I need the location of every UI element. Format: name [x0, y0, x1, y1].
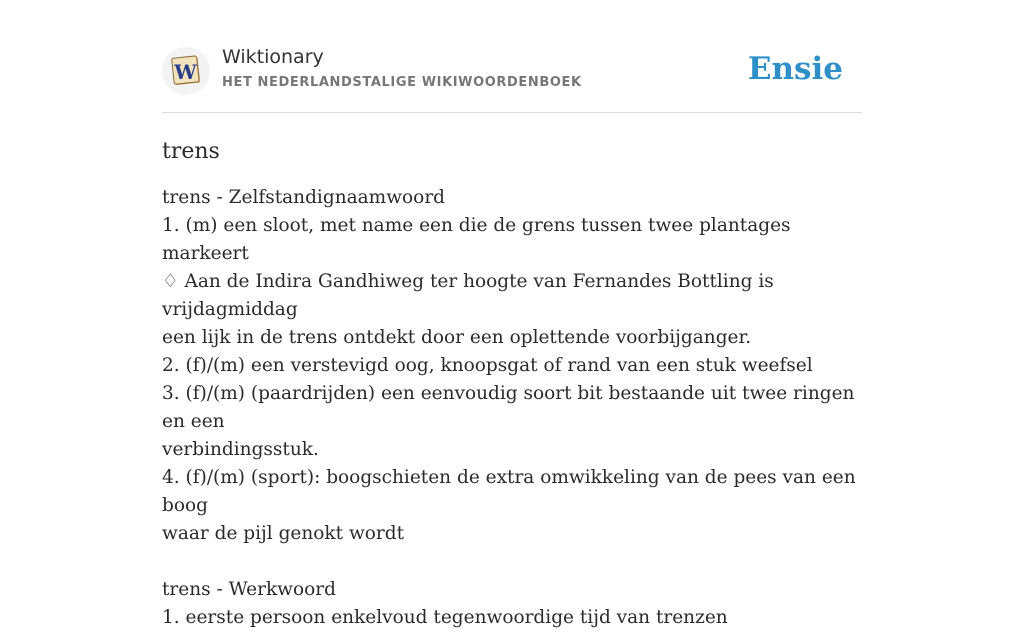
definition-line: 1. (m) een sloot, met name een die de grens tussen twee plantages markeert [162, 215, 791, 264]
logo-letter: W [174, 60, 197, 84]
site-name[interactable]: Wiktionary [222, 46, 324, 68]
page-title: trens [162, 139, 220, 164]
entry-separator [162, 548, 862, 576]
example-line: een lijk in de trens ontdekt door een oplettende voorbijganger. [162, 327, 752, 348]
definition-line: 2. (f)/(m) een verstevigd oog, knoopsgat of rand van een stuk weefsel [162, 355, 813, 376]
ensie-brand-link[interactable]: Ensie [747, 51, 843, 87]
definition-line: 4. (f)/(m) (sport): boogschieten de extra omwikkeling van de pees van een boog [162, 467, 856, 516]
wiktionary-logo-icon[interactable] [162, 47, 210, 95]
page [162, 0, 862, 632]
site-tagline: HET NEDERLANDSTALIGE WIKIWOORDENBOEK [222, 75, 582, 90]
entry-list [162, 184, 862, 632]
entry-heading: trens - Zelfstandignaamwoord [162, 187, 446, 208]
definition-line: verbindingsstuk. [162, 439, 319, 460]
example-line: ♢ Aan de Indira Gandhiweg ter hoogte van Fernandes Bottling is vrijdagmiddag [162, 271, 774, 320]
site-header [162, 0, 862, 113]
definition-line: 1. eerste persoon enkelvoud tegenwoordige tijd van trenzen [162, 607, 728, 628]
definition-line: 3. (f)/(m) (paardrijden) een eenvoudig soort bit bestaande uit twee ringen en een [162, 383, 855, 432]
entry-heading: trens - Werkwoord [162, 579, 336, 600]
definition-line: waar de pijl genokt wordt [162, 523, 405, 544]
